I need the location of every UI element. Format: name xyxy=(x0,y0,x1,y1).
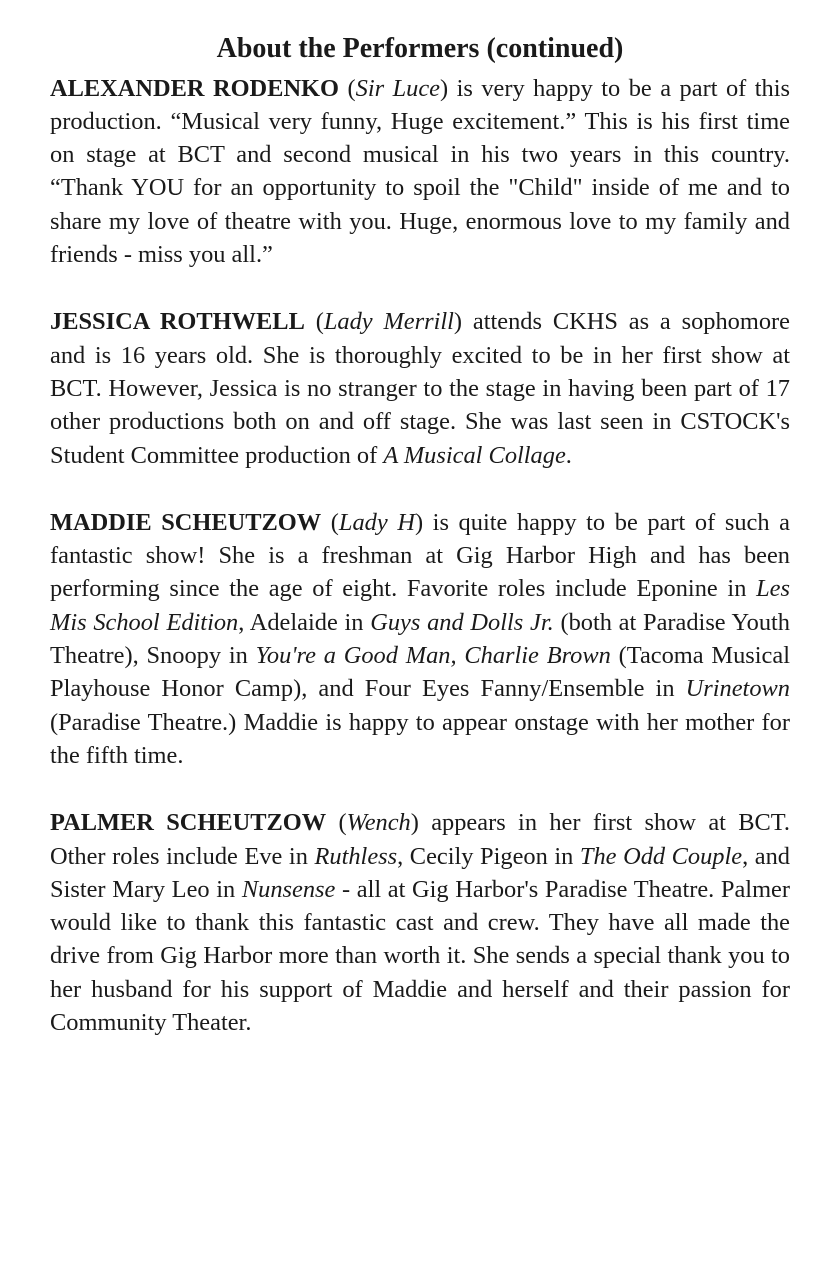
bio-text: (both at Paradise Youth Theatre), Snoopy in xyxy=(50,608,790,670)
show-title: The Odd Couple xyxy=(579,842,743,870)
bio-alexander-rodenko: ALEXANDER RODENKO (Sir Luce) is very happy to be a part of this production. “Musical very funny, Huge excitement.” This is his first time on stage at BCT and second musical in his two years in this country. “Thank YOU for an opportunity to spoil the "Child" inside of me and to share my love of theatre with you. Huge, enormous love to my family and friends - miss you all.” xyxy=(50,74,790,269)
role-name: Lady H xyxy=(338,508,415,536)
performer-name: PALMER SCHEUTZOW xyxy=(50,809,327,837)
bio-text: , and Sister Mary Leo in xyxy=(50,842,790,903)
bio-text: . xyxy=(565,441,572,469)
bio-text: - all at Gig Harbor's Paradise Theatre. Palmer would like to thank this fantastic cast and crew. They have all made the drive from Gig Harbor more than worth it. She sends a special thank you to her husband for his support of Maddie and herself and their passion for Community Theater. xyxy=(50,875,790,1037)
bio-text: , Cecily Pigeon in xyxy=(397,842,580,870)
program-page xyxy=(50,32,790,1073)
show-title: A Musical Collage xyxy=(383,441,566,469)
show-title: Nunsense xyxy=(241,875,336,903)
bio-text: (Tacoma Musical Playhouse Honor Camp), and Four Eyes Fanny/Ensemble in xyxy=(50,642,790,703)
bio-text: (Paradise Theatre.) Maddie is happy to appear onstage with her mother for the fifth time. xyxy=(50,708,790,769)
bio-text: is quite happy to be part of such a fantastic show! She is a freshman at Gig Harbor High and has been performing since the age of eight. Favorite roles include Eponine in xyxy=(50,508,790,603)
bio-text: attends CKHS as a sophomore and is 16 years old. She is thoroughly excited to be in her first show at BCT. However, Jessica is no stranger to the stage in having been part of 17 other productions both on and off stage. She was last seen in CSTOCK's Student Committee production of xyxy=(50,308,790,469)
bio-palmer-scheutzow: PALMER SCHEUTZOW (Wench) appears in her first show at BCT. Other roles include Eve in Ruthless, Cecily Pigeon in The Odd Couple, and Sister Mary Leo in Nunsense - all at Gig Harbor's Paradise Theatre. Palmer would like to thank this fantastic cast and crew. They have all made the drive from Gig Harbor more than worth it. She sends a special thank you to her husband for his support of Maddie and herself and their passion for Community Theater. xyxy=(50,809,790,1037)
role-name: Lady Merrill xyxy=(323,308,454,336)
performer-name: ALEXANDER RODENKO xyxy=(50,74,340,102)
show-title: Guys and Dolls Jr. xyxy=(370,608,554,636)
role-name: Sir Luce xyxy=(355,74,440,102)
performer-name: JESSICA ROTHWELL xyxy=(50,308,305,336)
page-title: About the Performers (continued) xyxy=(216,33,624,64)
performer-name: MADDIE SCHEUTZOW xyxy=(50,508,322,536)
show-title: You're a Good Man, Charlie Brown xyxy=(255,642,611,670)
show-title: Les Mis School Edition xyxy=(50,575,790,636)
bio-maddie-scheutzow: MADDIE SCHEUTZOW (Lady H) is quite happy to be part of such a fantastic show! She is a freshman at Gig Harbor High and has been performing since the age of eight. Favorite roles include Eponine in Les Mis School Edition, Adelaide in Guys and Dolls Jr. (both at Paradise Youth Theatre), Snoopy in You're a Good Man, Charlie Brown (Tacoma Musical Playhouse Honor Camp), and Four Eyes Fanny/Ensemble in Urinetown (Paradise Theatre.) Maddie is happy to appear onstage with her mother for the fifth time. xyxy=(50,508,790,769)
bio-jessica-rothwell: JESSICA ROTHWELL (Lady Merrill) attends CKHS as a sophomore and is 16 years old. She is thoroughly excited to be in her first show at BCT. However, Jessica is no stranger to the stage in having been part of 17 other productions both on and off stage. She was last seen in CSTOCK's Student Committee production of A Musical Collage. xyxy=(50,308,790,469)
show-title: Urinetown xyxy=(685,675,790,703)
bio-text: appears in her first show at BCT. Other roles include Eve in xyxy=(50,809,790,870)
show-title: Ruthless xyxy=(314,842,398,870)
role-name: Wench xyxy=(346,809,411,837)
bio-text: is very happy to be a part of this production. “Musical very funny, Huge excitement.” This is his first time on stage at BCT and second musical in his two years in this country. “Thank YOU for an opportunity to spoil the "Child" inside of me and to share my love of theatre with you. Huge, enormous love to my family and friends - miss you all.” xyxy=(50,74,790,269)
bio-text: , Adelaide in xyxy=(238,608,371,636)
